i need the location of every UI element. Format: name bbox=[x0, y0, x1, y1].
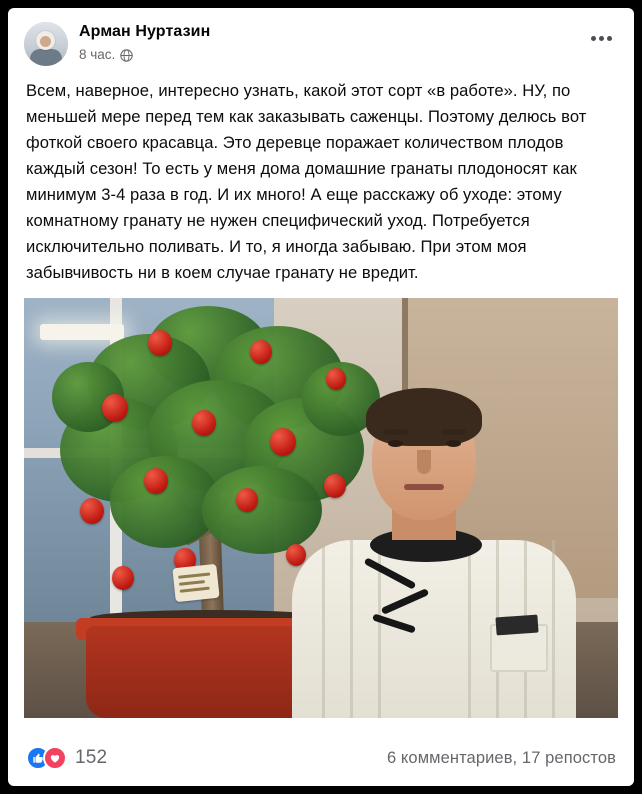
photo-pomegranate bbox=[250, 340, 272, 364]
reaction-count[interactable]: 152 bbox=[75, 747, 108, 768]
photo-pomegranate bbox=[236, 488, 258, 512]
photo-pomegranate bbox=[148, 330, 172, 356]
social-post-card bbox=[8, 8, 634, 786]
more-dot bbox=[599, 36, 604, 41]
reactions-group[interactable] bbox=[26, 746, 107, 770]
more-options-icon[interactable] bbox=[584, 24, 618, 52]
photo-pomegranate bbox=[112, 566, 134, 590]
photo-person-pocket-square bbox=[495, 615, 538, 636]
avatar-body bbox=[30, 49, 62, 66]
globe-icon bbox=[120, 49, 133, 62]
photo-pomegranate bbox=[80, 498, 104, 524]
more-dot bbox=[607, 36, 612, 41]
post-footer bbox=[8, 732, 634, 786]
photo-plant-tag bbox=[172, 564, 219, 602]
post-text: Всем, наверное, интересно узнать, какой этот сорт «в работе». НУ, по меньшей мере перед тем как заказывать саженцы. Поэтому делюсь вот фоткой своего красавца. Это деревце поражает количеством плодов каждый сезон! То есть у меня дома домашние гранаты плодоносят как минимум 3-4 раза в год. И их много! А еще расскажу об уходе: этому комнатному гранату не нужен специфический уход. Потребуется исключительно поливать. И то, я иногда забываю. При этом моя забывчивость ни в коем случае гранату не вредит. bbox=[26, 81, 592, 282]
reaction-icons[interactable] bbox=[26, 746, 67, 770]
photo-pomegranate bbox=[192, 410, 216, 436]
author-name[interactable]: Арман Нуртазин bbox=[79, 23, 211, 40]
photo-pomegranate bbox=[326, 368, 346, 390]
photo-pomegranate bbox=[144, 468, 168, 494]
post-photo[interactable] bbox=[24, 298, 618, 718]
photo-pomegranate bbox=[102, 394, 128, 422]
photo-person-hair bbox=[366, 388, 482, 446]
avatar-face bbox=[40, 36, 51, 47]
photo-sweater-decoration bbox=[362, 564, 448, 650]
post-timestamp[interactable]: 8 час. bbox=[79, 47, 116, 62]
more-dot bbox=[591, 36, 596, 41]
photo-person bbox=[284, 388, 584, 718]
photo-person-mouth bbox=[404, 484, 444, 490]
post-meta bbox=[79, 47, 584, 63]
comments-shares-summary[interactable]: 6 комментариев, 17 репостов bbox=[386, 748, 616, 767]
post-header-text bbox=[68, 22, 584, 63]
love-icon[interactable] bbox=[43, 746, 67, 770]
post-header bbox=[8, 8, 634, 72]
avatar[interactable] bbox=[24, 22, 68, 66]
post-photo-wrapper[interactable] bbox=[8, 294, 634, 732]
photo-person-nose bbox=[417, 450, 431, 474]
